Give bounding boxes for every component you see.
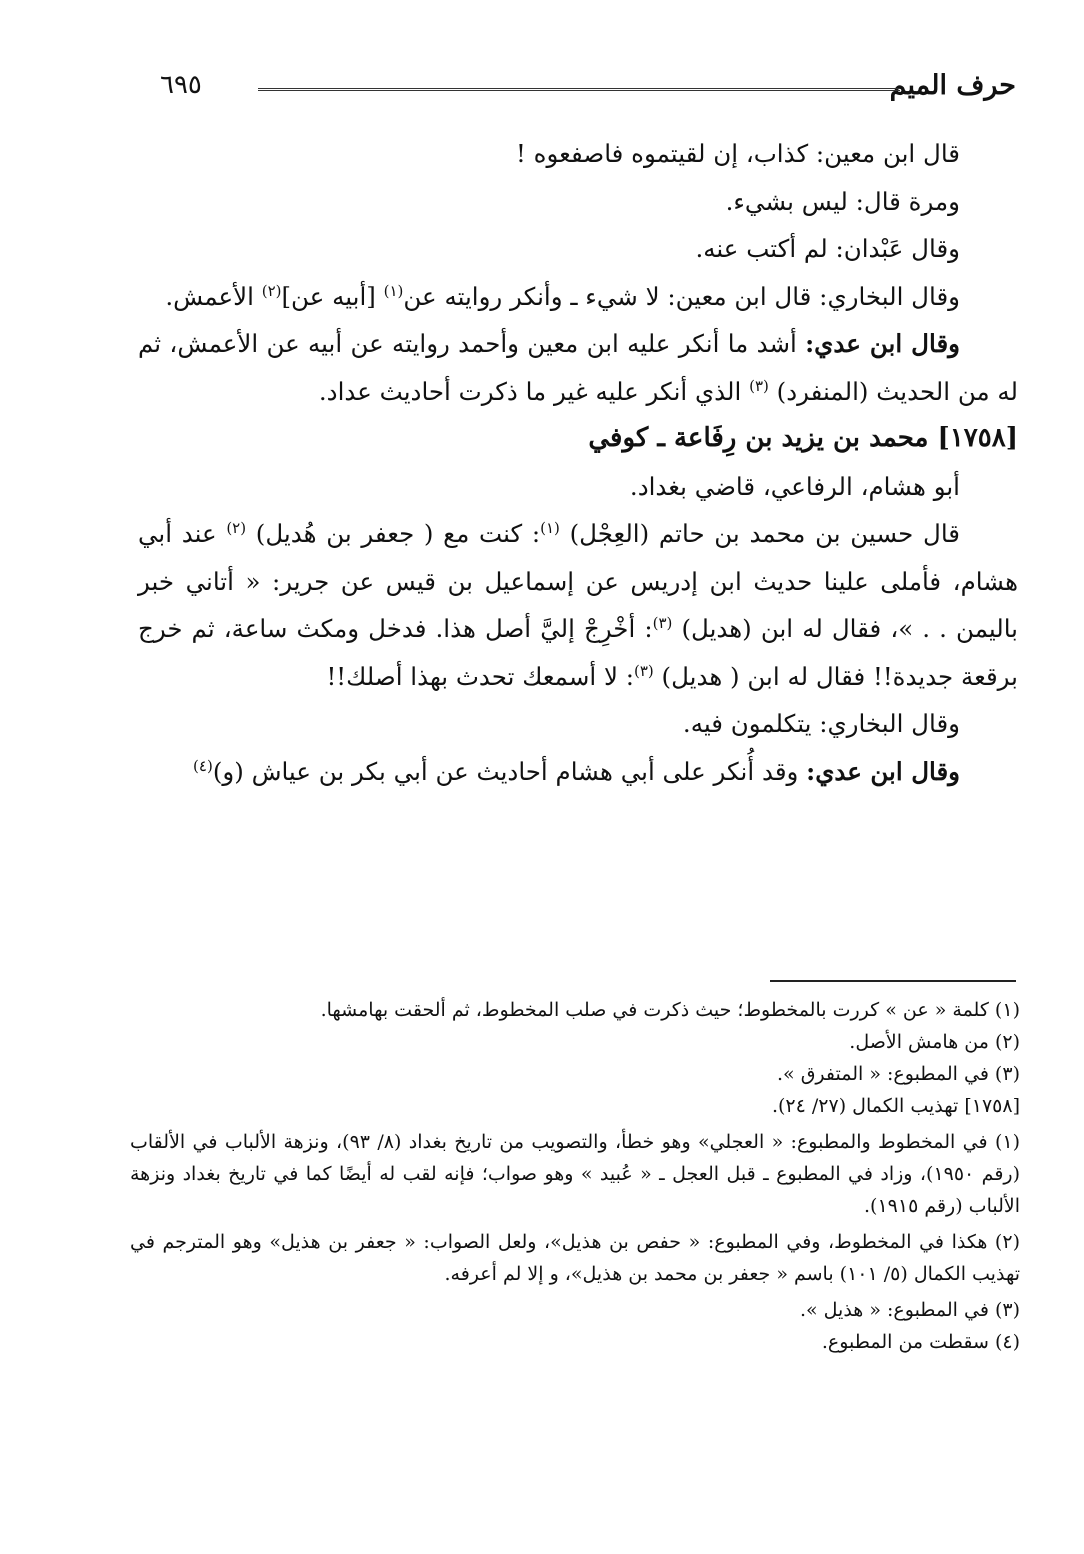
page-number: ٦٩٥ <box>160 70 202 100</box>
header-rule <box>258 88 900 91</box>
footnote-ref: (٢) <box>226 518 247 537</box>
speaker-label: وقال ابن عدي: <box>806 756 960 786</box>
footnote: (١) في المخطوط والمطبوع: « العجلي» وهو خطأ، والتصويب من تاريخ بغداد (٨/ ٩٣)، ونزهة الألباب في الألقاب (رقم ١٩٥٠)، وزاد في المطبوع ـ قبل العجل ـ « عُبيد » وهو صواب؛ فإنه لقب له أيضًا كما في تاريخ بغداد ونزهة الألباب (رقم ١٩١٥). <box>130 1131 1021 1217</box>
footnotes <box>130 994 1020 1358</box>
page-header <box>160 70 1016 110</box>
text-span: قال حسين بن محمد بن حاتم (العِجْل) <box>559 519 960 548</box>
text-span: الذي أنكر عليه غير ما ذكرت أحاديث عداد. <box>318 376 750 406</box>
footnote: (٢) هكذا في المخطوط، وفي المطبوع: « حفص بن هذيل»، ولعل الصواب: « جعفر بن هذيل» وهو المترجم في تهذيب الكمال (٥/ ١٠١) باسم « جعفر بن محمد بن هذيل»، و إلا لم أعرفه. <box>130 1231 1020 1285</box>
footnote: (٢) من هامش الأصل. <box>849 1031 1020 1053</box>
text-span: : أخْرِجْ إليَّ أصل هذا. فدخل ومكث ساعة، ثم خرج برقعة جديدة!! فقال له ابن ( هديل) <box>138 614 1018 691</box>
footnote: (٣) في المطبوع: « هذيل ». <box>799 1299 1020 1321</box>
footnote-ref: (٣) <box>749 376 769 395</box>
text-span: [أبيه عن] <box>281 281 384 311</box>
footnote: (٣) في المطبوع: « المتفرق ». <box>776 1063 1020 1085</box>
text-span: : كنت مع ( جعفر بن هُديل) <box>246 519 541 548</box>
paragraph <box>138 748 1018 796</box>
main-text <box>138 130 1018 795</box>
footnote-ref: (٤) <box>193 756 213 775</box>
paragraph <box>138 320 1018 415</box>
footnote-ref: (٣) <box>652 613 673 632</box>
text-span: وقال البخاري: قال ابن معين: لا شيء ـ وأنكر روايته عن <box>403 281 960 311</box>
running-title: حرف الميم <box>889 70 1016 101</box>
footnote-rule <box>770 980 1016 982</box>
paragraph: قال ابن معين: كذاب، إن لقيتموه فاصفعوه ! <box>516 139 960 168</box>
paragraph <box>138 273 1018 321</box>
paragraph <box>138 510 1018 700</box>
paragraph: وقال البخاري: يتكلمون فيه. <box>682 709 960 738</box>
paragraph: أبو هشام، الرفاعي، قاضي بغداد. <box>629 471 960 501</box>
speaker-label: وقال ابن عدي: <box>805 329 960 358</box>
paragraph: ومرة قال: ليس بشيء. <box>725 186 960 216</box>
paragraph: وقال عَبْدان: لم أكتب عنه. <box>695 234 960 263</box>
text-span: الأعمش. <box>165 281 262 311</box>
entry-heading: [١٧٥٨] محمد بن يزيد بن رِفَاعة ـ كوفي <box>588 423 1018 453</box>
footnote-ref: (٣) <box>633 661 654 680</box>
footnote: [١٧٥٨] تهذيب الكمال (٢٧/ ٢٤). <box>771 1095 1020 1117</box>
footnote: (١) كلمة « عن » كررت بالمخطوط؛ حيث ذكرت في صلب المخطوط، ثم ألحقت بهامشها. <box>320 999 1020 1021</box>
footnote-ref: (١) <box>383 281 404 300</box>
footnote-ref: (١) <box>540 518 560 537</box>
footnote-ref: (٢) <box>261 281 282 300</box>
text-span: : لا أسمعك تحدث بهذا أصلك!! <box>326 661 634 691</box>
text-span: أشد ما أنكر عليه ابن معين وأحمد روايته عن أبيه عن الأعمش، ثم له من الحديث (المنفرد) <box>138 329 1018 406</box>
text-span: وقد أُنكر على أبي هشام أحاديث عن أبي بكر بن عياش (و) <box>212 756 807 786</box>
text-span: عند أبي هشام، فأملى علينا حديث ابن إدريس عن إسماعيل بن قيس عن جرير: « أتاني خبر باليمن . . »، فقال له ابن (هديل) <box>138 519 1019 643</box>
footnote: (٤) سقطت من المطبوع. <box>821 1331 1020 1353</box>
